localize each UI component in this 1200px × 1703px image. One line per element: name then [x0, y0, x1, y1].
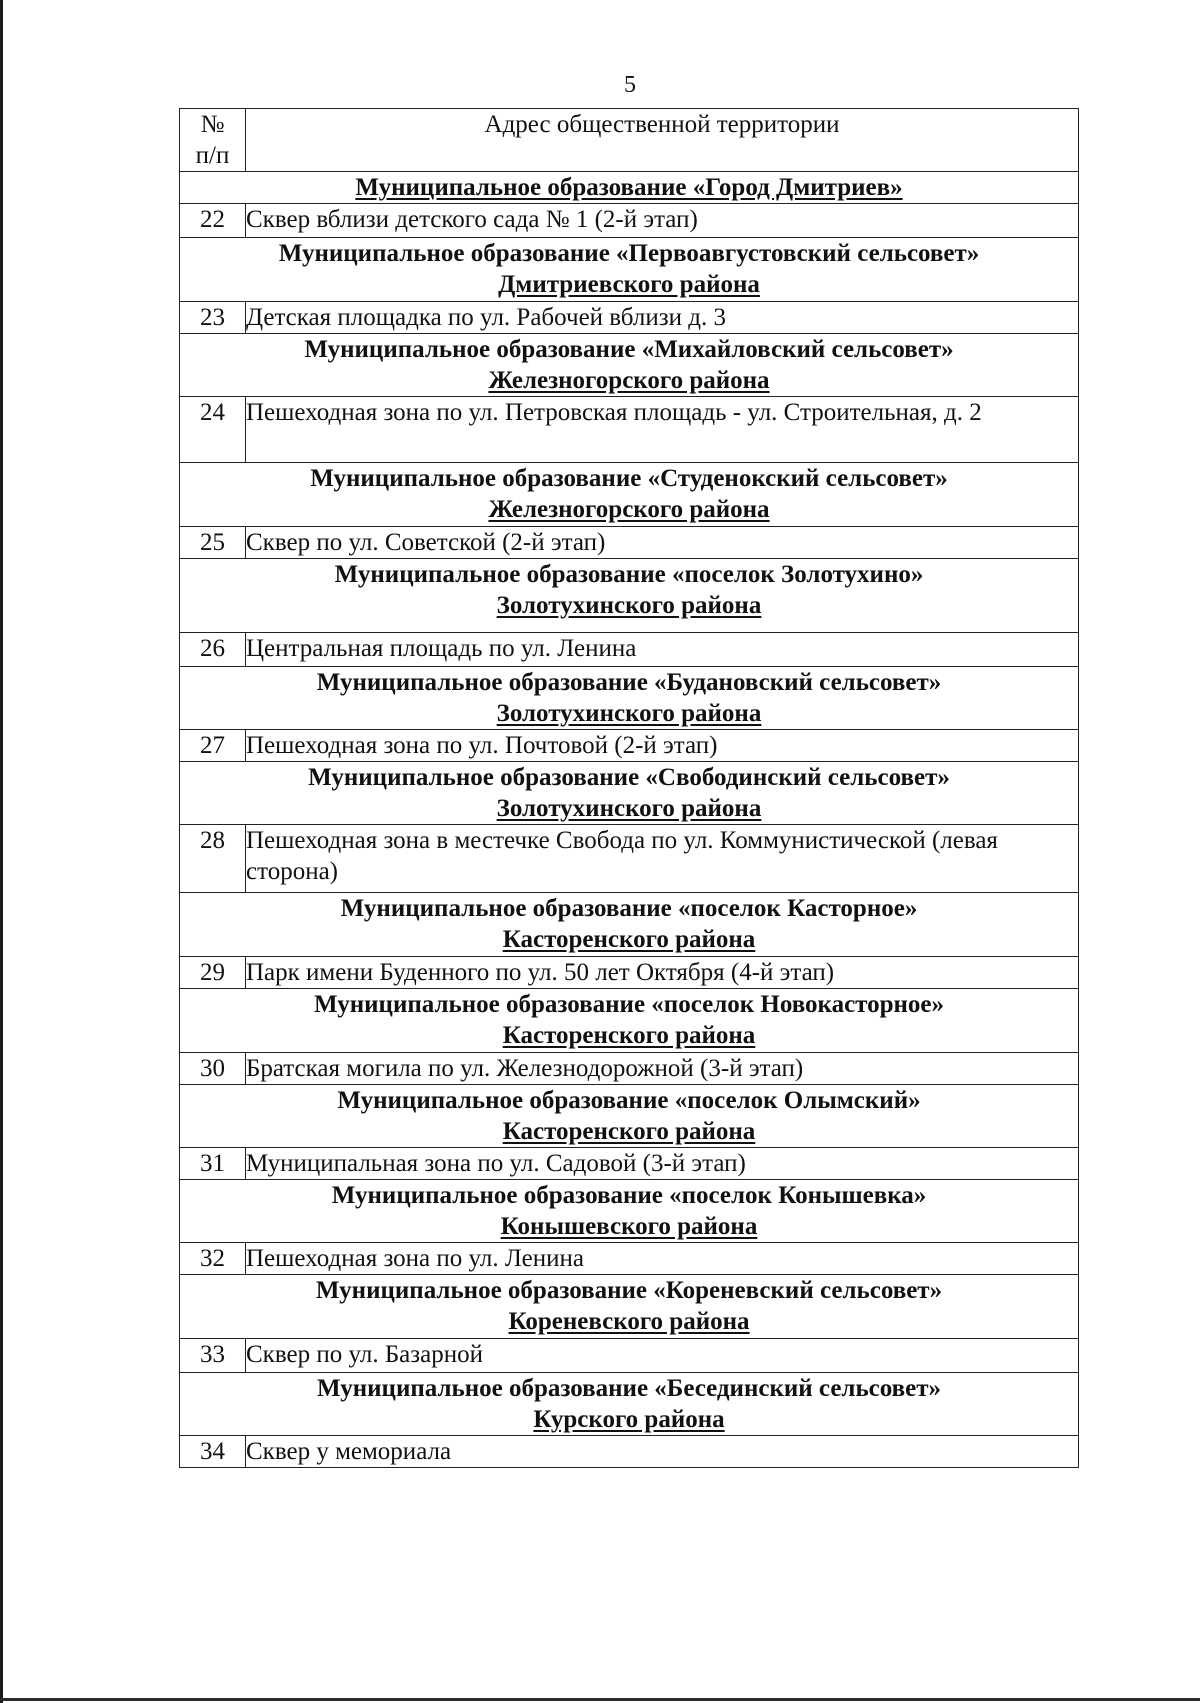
municipality-name: Муниципальное образование «поселок Конышевка»: [331, 1182, 927, 1209]
row-number: 26: [180, 633, 246, 667]
table-row: [180, 1053, 1079, 1085]
district-name: Кореневского района: [508, 1308, 750, 1335]
territory-table: [179, 108, 1079, 1468]
section-heading: [180, 463, 1079, 527]
row-number: 29: [180, 957, 246, 989]
table-row: [180, 1339, 1079, 1373]
section-heading: [180, 1373, 1079, 1436]
municipality-name: Муниципальное образование «поселок Олымский»: [337, 1087, 921, 1114]
district-name: Конышевского района: [500, 1213, 758, 1240]
section-heading: [180, 989, 1079, 1053]
row-address: Сквер по ул. Советской (2-й этап): [246, 527, 1079, 559]
section-row: [180, 893, 1079, 957]
municipality-name: Муниципальное образование «Михайловский сельсовет»: [304, 336, 954, 363]
row-address: Парк имени Буденного по ул. 50 лет Октября (4-й этап): [246, 957, 1079, 989]
section-heading: [180, 1275, 1079, 1339]
section-row: [180, 989, 1079, 1053]
row-number: 30: [180, 1053, 246, 1085]
section-heading: [180, 1085, 1079, 1148]
table-row: [180, 730, 1079, 762]
row-number: 28: [180, 825, 246, 893]
section-heading: [180, 893, 1079, 957]
header-address-cell: Адрес общественной территории: [246, 109, 1079, 172]
row-address: Братская могила по ул. Железнодорожной (3-й этап): [246, 1053, 1079, 1085]
row-number: 23: [180, 302, 246, 334]
municipality-name: Муниципальное образование «поселок Касторное»: [340, 895, 918, 922]
municipality-name: Муниципальное образование «Первоавгустовский сельсовет»: [278, 240, 980, 267]
municipality-name: Муниципальное образование «Город Дмитриев»: [355, 174, 903, 201]
section-row: [180, 1180, 1079, 1243]
row-number: 24: [180, 397, 246, 463]
header-num-line1: №: [200, 111, 225, 138]
municipality-name: Муниципальное образование «Студенокский сельсовет»: [310, 465, 948, 492]
table-row: [180, 1148, 1079, 1180]
district-name: Курского района: [533, 1406, 725, 1433]
row-number: 33: [180, 1339, 246, 1373]
district-name: Золотухинского района: [496, 700, 762, 727]
district-name: Касторенского района: [502, 1022, 756, 1049]
row-address: Муниципальная зона по ул. Садовой (3-й этап): [246, 1148, 1079, 1180]
header-row: [180, 109, 1079, 172]
scan-edge-left: [0, 0, 3, 1703]
district-name: Золотухинского района: [496, 592, 762, 619]
row-address: Центральная площадь по ул. Ленина: [246, 633, 1079, 667]
table-row: [180, 204, 1079, 238]
municipality-name: Муниципальное образование «Бесединский сельсовет»: [316, 1375, 942, 1402]
row-address: Пешеходная зона по ул. Ленина: [246, 1243, 1079, 1275]
table-row: [180, 957, 1079, 989]
table-body: [180, 172, 1079, 1468]
district-name: Касторенского района: [502, 1118, 756, 1145]
table-row: [180, 397, 1079, 463]
section-heading: [180, 172, 1079, 204]
section-row: [180, 463, 1079, 527]
section-heading: [180, 238, 1079, 302]
table-row: [180, 825, 1079, 893]
row-number: 27: [180, 730, 246, 762]
section-heading: [180, 762, 1079, 825]
municipality-name: Муниципальное образование «Будановский сельсовет»: [316, 669, 942, 696]
section-heading: [180, 1180, 1079, 1243]
section-row: [180, 559, 1079, 633]
section-row: [180, 1275, 1079, 1339]
header-num-cell: [180, 109, 246, 172]
district-name: Дмитриевского района: [498, 271, 760, 298]
municipality-name: Муниципальное образование «поселок Новокасторное»: [313, 991, 945, 1018]
row-address: Пешеходная зона по ул. Петровская площадь - ул. Строительная, д. 2: [246, 397, 1079, 463]
row-address: Детская площадка по ул. Рабочей вблизи д. 3: [246, 302, 1079, 334]
table-row: [180, 302, 1079, 334]
row-address: Сквер по ул. Базарной: [246, 1339, 1079, 1373]
row-number: 31: [180, 1148, 246, 1180]
district-name: Золотухинского района: [496, 795, 762, 822]
section-row: [180, 238, 1079, 302]
table-row: [180, 527, 1079, 559]
table-header: [180, 109, 1079, 172]
section-row: [180, 1085, 1079, 1148]
municipality-name: Муниципальное образование «Кореневский сельсовет»: [315, 1277, 943, 1304]
row-number: 32: [180, 1243, 246, 1275]
section-row: [180, 172, 1079, 204]
row-address: Сквер у мемориала: [246, 1436, 1079, 1468]
row-number: 34: [180, 1436, 246, 1468]
row-number: 25: [180, 527, 246, 559]
row-address: Пешеходная зона по ул. Почтовой (2-й этап): [246, 730, 1079, 762]
table-row: [180, 1243, 1079, 1275]
municipality-name: Муниципальное образование «поселок Золотухино»: [334, 561, 924, 588]
section-heading: [180, 334, 1079, 397]
header-num-line2: п/п: [195, 142, 230, 169]
section-heading: [180, 667, 1079, 730]
district-name: Железногорского района: [488, 496, 770, 523]
table-row: [180, 633, 1079, 667]
row-address: Пешеходная зона в местечке Свобода по ул. Коммунистической (левая сторона): [246, 825, 1079, 893]
section-heading: [180, 559, 1079, 633]
section-row: [180, 334, 1079, 397]
row-number: 22: [180, 204, 246, 238]
section-row: [180, 762, 1079, 825]
section-row: [180, 667, 1079, 730]
section-row: [180, 1373, 1079, 1436]
district-name: Касторенского района: [502, 926, 756, 953]
district-name: Железногорского района: [488, 367, 770, 394]
municipality-name: Муниципальное образование «Свободинский сельсовет»: [308, 764, 950, 791]
table-row: [180, 1436, 1079, 1468]
page-number: 5: [624, 72, 636, 98]
row-address: Сквер вблизи детского сада № 1 (2-й этап): [246, 204, 1079, 238]
scan-edge-bottom: [0, 1698, 1200, 1701]
